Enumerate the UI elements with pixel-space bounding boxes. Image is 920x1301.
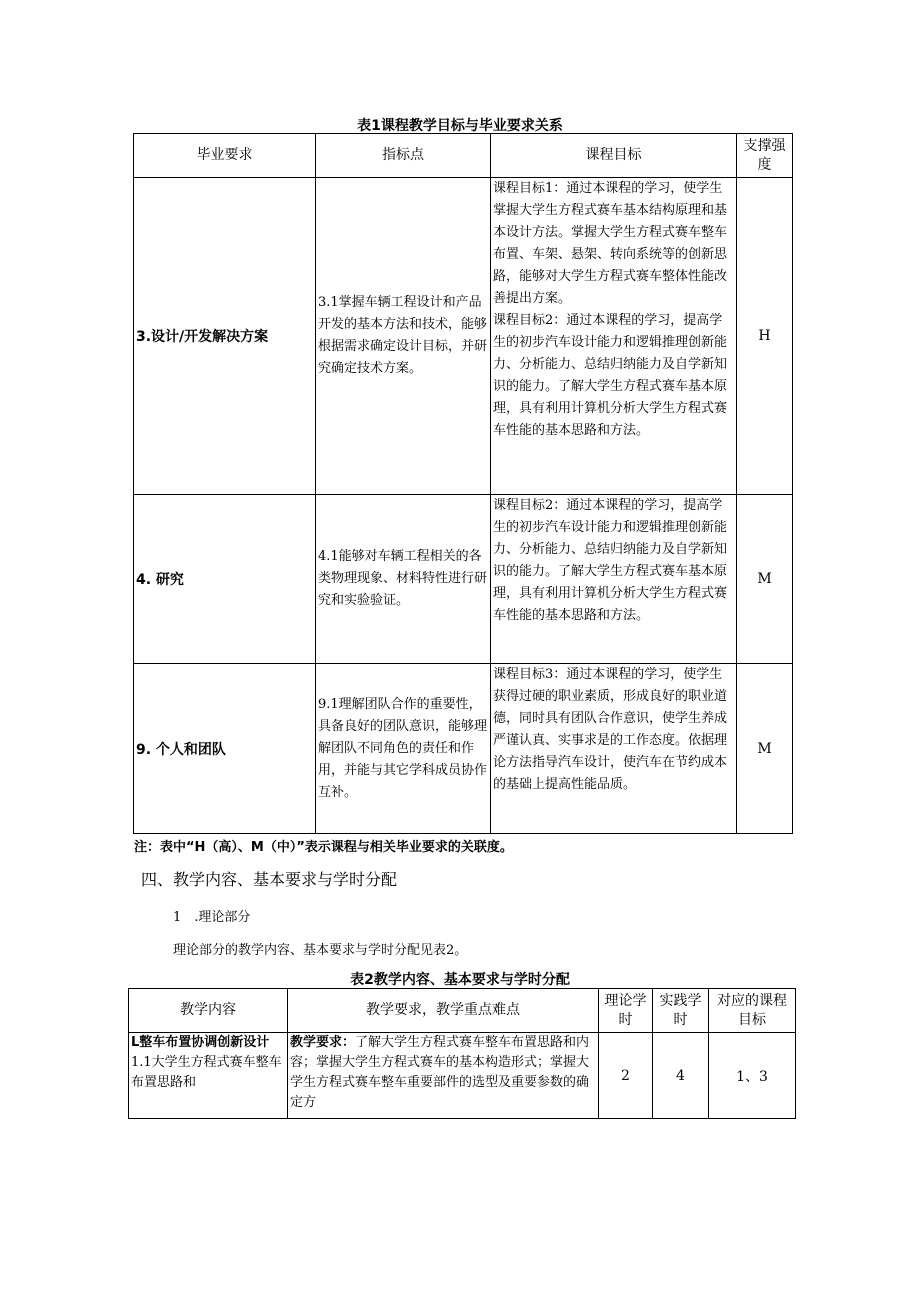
t2-header-requirements: 教学要求，教学重点难点 bbox=[288, 989, 599, 1033]
indicator-cell: 4.1能够对车辆工程相关的各类物理现象、材料特性进行研究和实验验证。 bbox=[316, 495, 491, 664]
degree-cell: H bbox=[737, 178, 793, 495]
requirement-cell bbox=[288, 1033, 599, 1119]
table-row bbox=[134, 664, 793, 834]
table2-caption: 表2教学内容、基本要求与学时分配 bbox=[350, 972, 570, 988]
t2-header-theory-hours: 理论学时 bbox=[599, 989, 653, 1033]
goal-text: 课程目标3：通过本课程的学习，使学生获得过硬的职业素质，形成良好的职业道德，同时具有团队合作意识，使学生养成严谨认真、实事求是的工作态度。依据理论方法指导汽车设计，使汽车在节约成本的基础上提高性能品质。 bbox=[493, 667, 728, 792]
goal-cell bbox=[491, 178, 737, 495]
sub-heading: 1 .理论部分 bbox=[173, 910, 251, 925]
requirement-label: 教学要求： bbox=[290, 1035, 356, 1050]
table1-note: 注：表中“H（高）、M（中）”表示课程与相关毕业要求的关联度。 bbox=[134, 840, 513, 855]
degree-cell: M bbox=[737, 495, 793, 664]
t2-header-course-goals: 对应的课程目标 bbox=[709, 989, 796, 1033]
goal-text: 课程目标2：通过本课程的学习，提高学生的初步汽车设计能力和逻辑推理创新能力、分析能力、总结归纳能力及自学新知识的能力。了解大学生方程式赛车基本原理，具有利用计算机分析大学生方程式赛车性能的基本思路和方法。 bbox=[493, 498, 728, 623]
table2 bbox=[128, 988, 796, 1119]
requirement-cell: 9. 个人和团队 bbox=[134, 664, 316, 834]
table1 bbox=[133, 133, 793, 834]
paragraph: 理论部分的教学内容、基本要求与学时分配见表2。 bbox=[173, 943, 468, 958]
requirement-cell: 3.设计/开发解决方案 bbox=[134, 178, 316, 495]
course-goals-cell: 1、3 bbox=[709, 1033, 796, 1119]
t1-header-degree: 支撑强度 bbox=[737, 134, 793, 178]
table1-caption: 表1课程教学目标与毕业要求关系 bbox=[357, 118, 563, 134]
content-title: L整车布置协调创新设计 bbox=[131, 1035, 270, 1050]
t1-header-indicator: 指标点 bbox=[316, 134, 491, 178]
section-heading: 四、教学内容、基本要求与学时分配 bbox=[141, 870, 398, 889]
content-subtitle: 1.1大学生方程式赛车整车布置思路和 bbox=[131, 1055, 282, 1090]
table-row bbox=[129, 1033, 796, 1119]
theory-hours-cell: 2 bbox=[599, 1033, 653, 1119]
indicator-cell: 3.1掌握车辆工程设计和产品开发的基本方法和技术，能够根据需求确定设计目标，并研究确定技术方案。 bbox=[316, 178, 491, 495]
table-row bbox=[134, 495, 793, 664]
requirement-cell: 4. 研究 bbox=[134, 495, 316, 664]
t1-header-goal: 课程目标 bbox=[491, 134, 737, 178]
content-cell bbox=[129, 1033, 288, 1119]
practice-hours-cell: 4 bbox=[653, 1033, 709, 1119]
goal-cell bbox=[491, 664, 737, 834]
table-row bbox=[134, 178, 793, 495]
goal-text: 课程目标2：通过本课程的学习，提高学生的初步汽车设计能力和逻辑推理创新能力、分析能力、总结归纳能力及自学新知识的能力。了解大学生方程式赛车基本原理，具有利用计算机分析大学生方程式赛车性能的基本思路和方法。 bbox=[493, 313, 728, 438]
t2-header-content: 教学内容 bbox=[129, 989, 288, 1033]
t1-header-requirement: 毕业要求 bbox=[134, 134, 316, 178]
goal-cell bbox=[491, 495, 737, 664]
degree-cell: M bbox=[737, 664, 793, 834]
requirement-text: 了解大学生方程式赛车整车布置思路和内容；掌握大学生方程式赛车的基本构造形式；掌握大学生方程式赛车整车重要部件的选型及重要参数的确定方 bbox=[290, 1035, 590, 1110]
indicator-cell: 9.1理解团队合作的重要性，具备良好的团队意识，能够理解团队不同角色的责任和作用，并能与其它学科成员协作互补。 bbox=[316, 664, 491, 834]
t2-header-practice-hours: 实践学时 bbox=[653, 989, 709, 1033]
goal-text: 课程目标1：通过本课程的学习，使学生掌握大学生方程式赛车基本结构原理和基本设计方法。掌握大学生方程式赛车整车布置、车架、悬架、转向系统等的创新思路，能够对大学生方程式赛车整体性能改善提出方案。 bbox=[493, 181, 728, 306]
